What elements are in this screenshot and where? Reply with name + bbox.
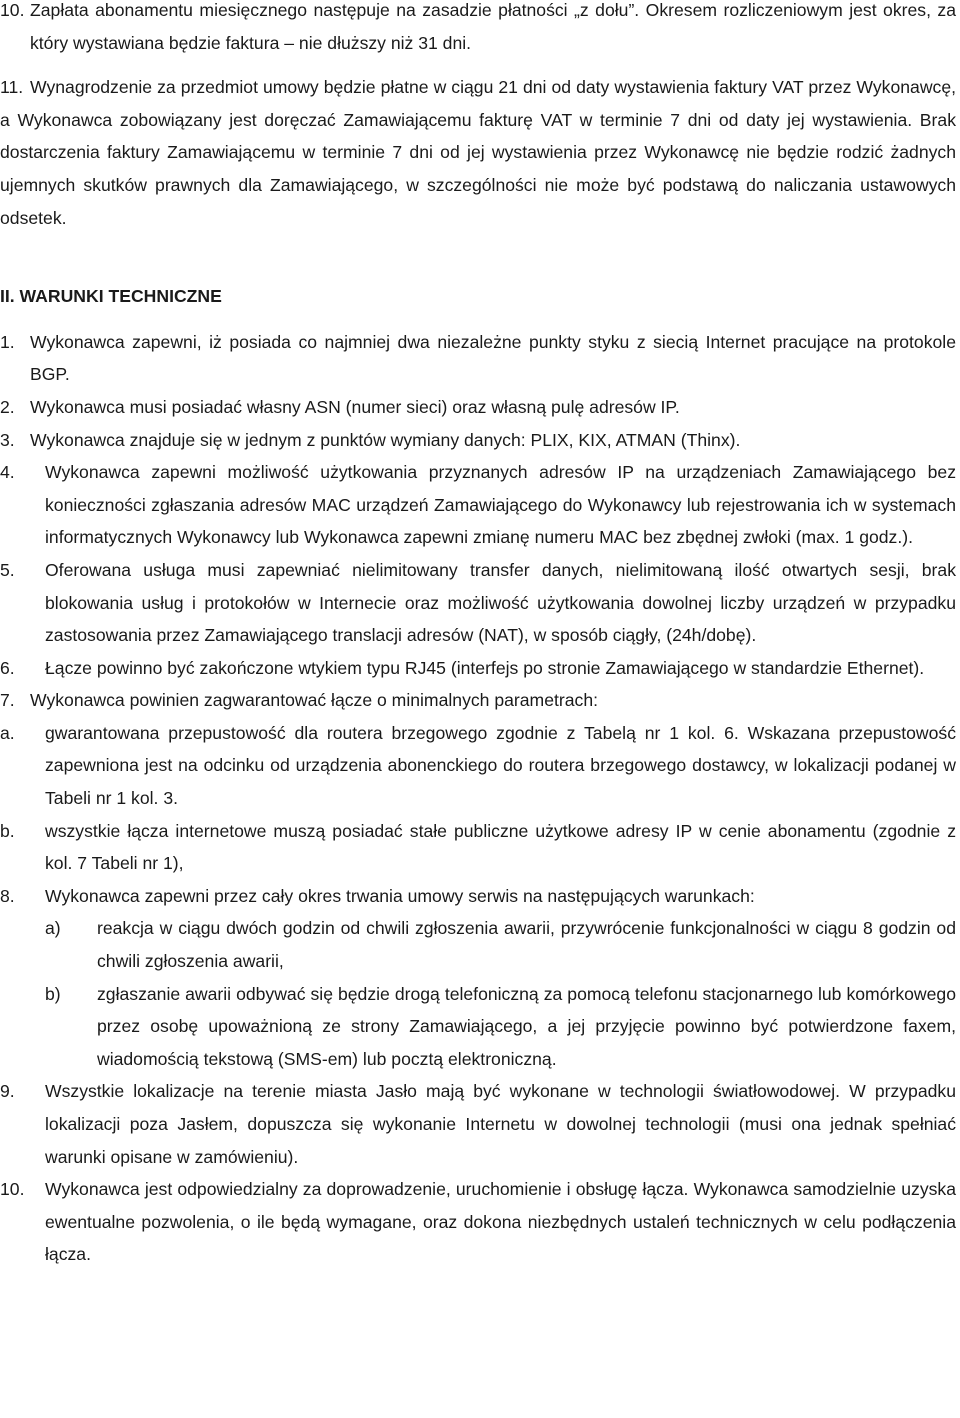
list-item: [0, 0, 960, 59]
list-item: [0, 1075, 960, 1173]
item-text: Wykonawca znajduje się w jednym z punktów wymiany danych: PLIX, KIX, ATMAN (Thinx).: [30, 429, 741, 450]
section-heading: II. WARUNKI TECHNICZNE: [0, 286, 222, 307]
item-number: b.: [0, 820, 15, 841]
item-number: 10.: [0, 0, 25, 20]
list-item: [0, 391, 960, 424]
list-item: [0, 684, 960, 717]
item-text: Wykonawca zapewni, iż posiada co najmniej dwa niezależne punkty styku z siecią Internet pracujące na protokole BGP.: [30, 331, 956, 385]
list-item: [0, 71, 960, 234]
list-item: [0, 978, 960, 1076]
list-item: [0, 424, 960, 457]
item-text: Oferowana usługa musi zapewniać nielimitowany transfer danych, nielimitowaną ilość otwartych sesji, brak blokowania usług i protokołów w Internecie oraz możliwość użytkowania dowolnej liczby urządzeń w przypadku zastosowania przez Zamawiającego translacji adresów (NAT), w sposób ciągły, (24h/dobę).: [45, 559, 956, 646]
item-text: Wynagrodzenie za przedmiot umowy będzie płatne w ciągu 21 dni od daty wystawienia faktury VAT przez Wykonawcę, a Wykonawca zobowiązany jest doręczać Zamawiającemu fakturę VAT w terminie 7 dni od daty jej wystawienia. Brak dostarczenia faktury Zamawiającemu w terminie 7 dni od jej wystawienia przez Wykonawcę nie będzie rodzić żadnych ujemnych skutków prawnych dla Zamawiającego, w szczególności nie może być podstawą do naliczania ustawowych odsetek.: [0, 77, 956, 228]
list-item: [0, 815, 960, 880]
item-text: reakcja w ciągu dwóch godzin od chwili zgłoszenia awarii, przywrócenie funkcjonalności w ciągu 8 godzin od chwili zgłoszenia awarii,: [97, 918, 956, 972]
item-number: a.: [0, 722, 15, 743]
item-text: gwarantowana przepustowość dla routera brzegowego zgodnie z Tabelą nr 1 kol. 6. Wskazana przepustowość zapewniona jest na odcinku od urządzenia abonenckiego do routera brzegowego dostawcy, w lokalizacji podanej w Tabeli nr 1 kol. 3.: [45, 722, 956, 809]
item-number: 3.: [0, 429, 15, 450]
item-number: a): [45, 918, 61, 939]
item-text: wszystkie łącza internetowe muszą posiadać stałe publiczne użytkowe adresy IP w cenie abonamentu (zgodnie z kol. 7 Tabeli nr 1),: [45, 820, 956, 874]
list-item: [0, 912, 960, 977]
list-item: [0, 554, 960, 652]
item-text: zgłaszanie awarii odbywać się będzie drogą telefoniczną za pomocą telefonu stacjonarnego lub komórkowego przez osobę upoważnioną ze strony Zamawiającego, a jej przyjęcie powinno być potwierdzone faxem, wiadomością tekstową (SMS-em) lub pocztą elektroniczną.: [97, 983, 956, 1069]
item-text: Wykonawca jest odpowiedzialny za doprowadzenie, uruchomienie i obsługę łącza. Wykonawca samodzielnie uzyska ewentualne pozwolenia, o ile będą wymagane, oraz dokona niezbędnych ustaleń technicznych w celu podłączenia łącza.: [45, 1179, 956, 1265]
item-text: Łącze powinno być zakończone wtykiem typu RJ45 (interfejs po stronie Zamawiającego w standardzie Ethernet).: [45, 657, 925, 678]
item-text: Wszystkie lokalizacje na terenie miasta Jasło mają być wykonane w technologii światłowodowej. W przypadku lokalizacji poza Jasłem, dopuszcza się wykonanie Internetu w dowolnej technologii (musi ona jednak spełniać warunki opisane w zamówieniu).: [45, 1081, 956, 1167]
item-number: 11.: [0, 77, 24, 98]
list-item: [0, 326, 960, 391]
item-number: b): [45, 983, 61, 1004]
item-number: 2.: [0, 396, 15, 417]
item-text: Wykonawca zapewni przez cały okres trwania umowy serwis na następujących warunkach:: [45, 885, 755, 906]
list-item: [0, 880, 960, 913]
item-number: 4.: [0, 462, 15, 483]
item-number: 1.: [0, 331, 15, 352]
item-number: 10.: [0, 1179, 25, 1200]
list-item: [0, 456, 960, 554]
item-number: 7.: [0, 690, 15, 711]
item-number: 9.: [0, 1081, 15, 1102]
list-item: [0, 652, 960, 685]
item-number: 8.: [0, 885, 15, 906]
item-text: Wykonawca musi posiadać własny ASN (numer sieci) oraz własną pulę adresów IP.: [30, 396, 680, 417]
list-item: [0, 1173, 960, 1271]
item-text: Zapłata abonamentu miesięcznego następuje na zasadzie płatności „z dołu”. Okresem rozliczeniowym jest okres, za który wystawiana będzie faktura – nie dłuższy niż 31 dni.: [30, 0, 956, 53]
item-number: 5.: [0, 559, 15, 580]
item-number: 6.: [0, 657, 15, 678]
item-text: Wykonawca powinien zagwarantować łącze o minimalnych parametrach:: [30, 690, 598, 711]
list-item: [0, 717, 960, 815]
item-text: Wykonawca zapewni możliwość użytkowania przyznanych adresów IP na urządzeniach Zamawiającego bez konieczności zgłaszania adresów MAC urządzeń Zamawiającego do Wykonawcy lub rejestrowania ich w systemach informatycznych Wykonawcy lub Wykonawca zapewni zmianę numeru MAC bez zbędnej zwłoki (max. 1 godz.).: [45, 462, 956, 548]
